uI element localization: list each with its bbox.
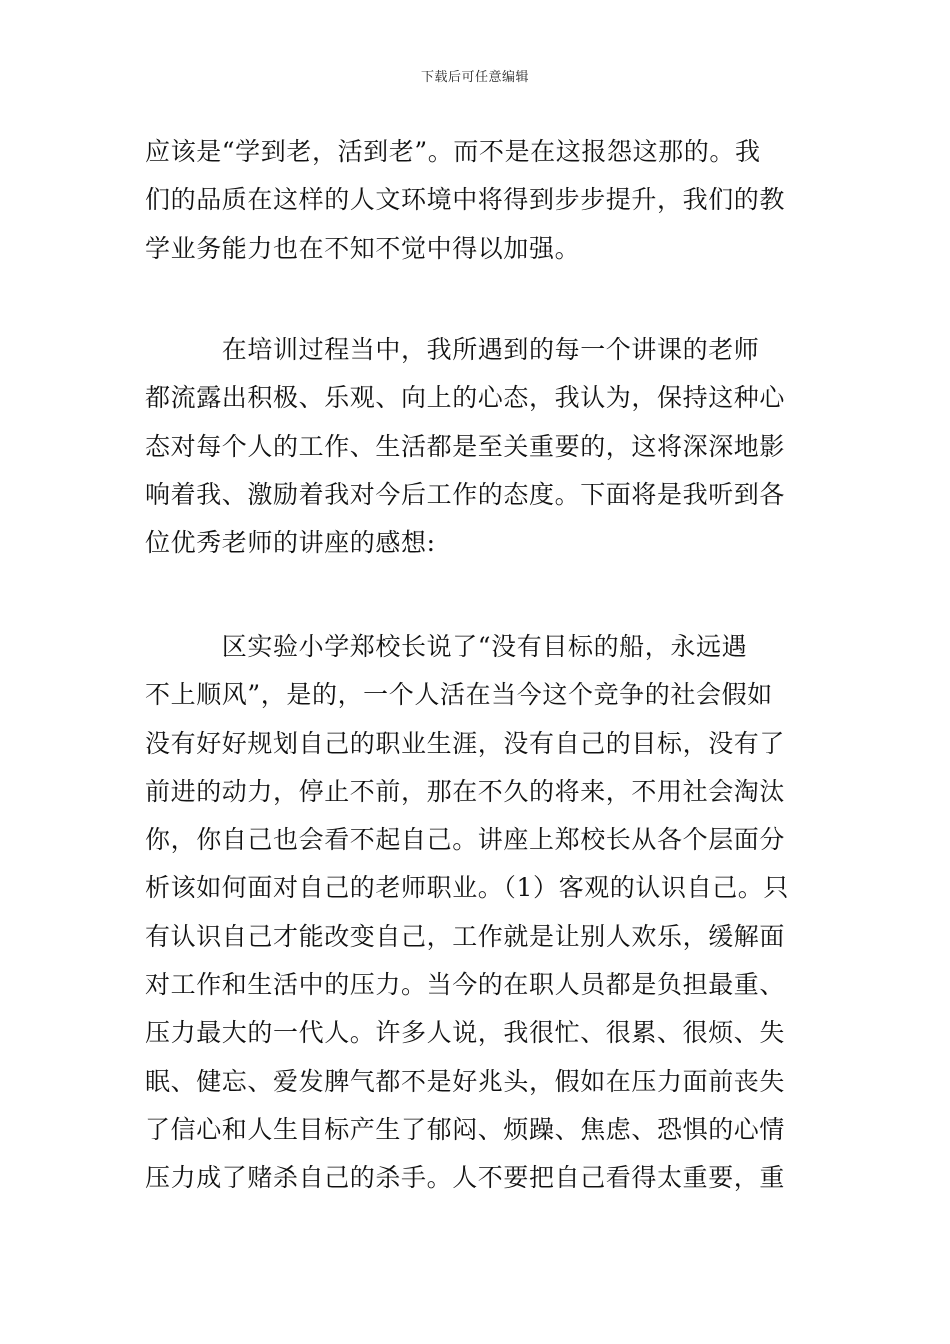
text-line: 压力最大的一代人。许多人说，我很忙、很累、很烦、失 [145,1018,786,1048]
text-line: 态对每个人的工作、生活都是至关重要的，这将深深地影 [145,431,786,461]
text-line: 压力成了赌杀自己的杀手。人不要把自己看得太重要，重 [145,1163,786,1193]
text-line: 区实验小学郑校长说了“没有目标的船，永远遇 [145,632,748,661]
text-line: 有认识自己才能改变自己，工作就是让别人欢乐，缓解面 [145,921,786,951]
paragraph-2 [145,326,807,567]
text-line: 应该是“学到老，活到老”。而不是在这报怨这那的。我 [145,137,761,166]
text-line: 析该如何面对自己的老师职业。（1）客观的认识自己。只 [145,873,790,903]
text-line: 不上顺风”，是的，一个人活在当今这个竞争的社会假如 [145,680,773,710]
text-line: 眠、健忘、爱发脾气都不是好兆头，假如在压力面前丧失 [145,1066,786,1096]
text-line: 们的品质在这样的人文环境中将得到步步提升，我们的教 [145,185,786,215]
text-line: 学业务能力也在不知不觉中得以加强。 [145,233,581,263]
text-line: 了信心和人生目标产生了郁闷、烦躁、焦虑、恐惧的心情 [145,1114,786,1144]
paragraph-3 [145,623,807,1203]
text-line: 你，你自己也会看不起自己。讲座上郑校长从各个层面分 [145,825,786,855]
text-line: 对工作和生活中的压力。当今的在职人员都是负担最重、 [145,970,786,1000]
text-line: 位优秀老师的讲座的感想: [145,528,436,558]
page-header: 下载后可任意编辑 [420,70,529,85]
text-line: 在培训过程当中，我所遇到的每一个讲课的老师 [145,335,760,364]
paragraph-1 [145,128,807,273]
text-line: 没有好好规划自己的职业生涯，没有自己的目标，没有了 [145,728,786,758]
text-line: 都流露出积极、乐观、向上的心态，我认为，保持这种心 [145,383,786,413]
text-line: 前进的动力，停止不前，那在不久的将来，不用社会淘汰 [145,776,786,806]
text-line: 响着我、激励着我对今后工作的态度。下面将是我听到各 [145,479,786,509]
